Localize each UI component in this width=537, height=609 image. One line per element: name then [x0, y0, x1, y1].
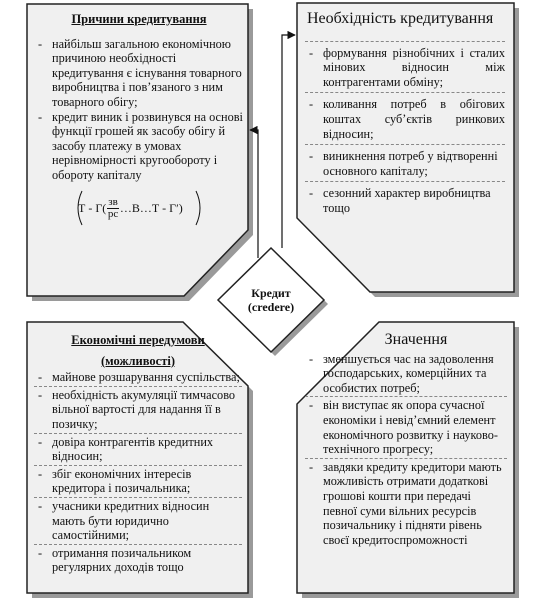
necessity-list-3	[305, 149, 505, 178]
preconditions-list-4	[34, 467, 242, 496]
necessity-title: Необхідність кредитування	[307, 10, 494, 27]
significance-list-2	[305, 398, 507, 456]
list-item: - найбільш загальною економічною причиною необхідності кредитування є існування товарного виробництва і пов’язаного з ним товарного обігу;	[34, 37, 244, 110]
divider	[305, 181, 505, 182]
center-title: Кредит	[251, 286, 291, 300]
formula-numerator: зв	[108, 195, 118, 208]
divider	[305, 396, 507, 397]
formula-right-paren	[194, 190, 204, 226]
list-item: - коливання потреб в обігових коштах суб’єктів ринкових відносин;	[305, 97, 505, 141]
preconditions-list-2	[34, 388, 242, 432]
list-item: - сезонний характер виробництва тощо	[305, 186, 505, 215]
necessity-list-4	[305, 186, 505, 215]
list-item: - збіг економічних інтересів кредитора і позичальника;	[34, 467, 242, 496]
significance-title: Значення	[384, 331, 448, 348]
divider	[305, 41, 505, 42]
preconditions-subtitle: (можливості)	[101, 353, 175, 368]
significance-list	[305, 352, 507, 396]
preconditions-list-6	[34, 546, 242, 575]
necessity-list	[305, 46, 505, 90]
list-item: - зменшується час на задоволення господарських, комерційних та особистих потреб;	[305, 352, 507, 396]
formula-denominator: рс	[107, 207, 119, 220]
credit-formula	[78, 190, 198, 226]
formula-right: …В…Т - Г′)	[119, 200, 183, 215]
causes-title: Причини кредитування	[71, 12, 207, 26]
preconditions-content	[34, 333, 242, 575]
significance-list-3	[305, 460, 507, 548]
list-item: - кредит виник і розвинувся на основі функції грошей як засобу обігу й засобу платежу в умовах нерівномірності кругообороту і обороту капіталу	[34, 110, 244, 183]
list-item: - майнове розшарування суспільства;	[34, 370, 242, 385]
list-item: - завдяки кредиту кредитори мають можливість отримати додаткові грошові кошти при передачі певної суми вільних ресурсів позичальнику і підняти рівень своєї кредитоспроможності	[305, 460, 507, 548]
divider	[34, 433, 242, 434]
divider	[305, 92, 505, 93]
preconditions-title: Економічні передумови	[71, 333, 205, 347]
preconditions-list	[34, 370, 242, 385]
divider	[34, 497, 242, 498]
divider	[34, 465, 242, 466]
necessity-content	[305, 12, 505, 216]
list-item: - формування різнобічних і сталих мінових відносин між контрагентами обміну;	[305, 46, 505, 90]
divider	[34, 386, 242, 387]
list-item: - отримання позичальником регулярних доходів тощо	[34, 546, 242, 575]
list-item: - виникнення потреб у відтворенні основного капіталу;	[305, 149, 505, 178]
significance-content	[305, 333, 507, 547]
arrow-to-necessity	[282, 35, 295, 248]
preconditions-list-5	[34, 499, 242, 543]
formula-fraction	[107, 197, 119, 220]
divider	[305, 144, 505, 145]
causes-list	[34, 37, 244, 183]
list-item: - довіра контрагентів кредитних відносин;	[34, 435, 242, 464]
list-item: - він виступає як опора сучасної економіки і невід’ємний елемент економічного розвитку і науково-технічного прогресу;	[305, 398, 507, 456]
divider	[305, 458, 507, 459]
list-item: - учасники кредитних відносин мають бути юридично самостійними;	[34, 499, 242, 543]
divider	[34, 544, 242, 545]
formula-left: Т - Г(	[78, 200, 107, 215]
center-label	[236, 286, 306, 314]
preconditions-list-3	[34, 435, 242, 464]
necessity-list-2	[305, 97, 505, 141]
formula-left-paren	[74, 190, 84, 226]
causes-content	[34, 12, 244, 183]
center-subtitle: (credere)	[247, 300, 295, 314]
list-item: - необхідність акумуляції тимчасово вільної вартості для надання її в позичку;	[34, 388, 242, 432]
